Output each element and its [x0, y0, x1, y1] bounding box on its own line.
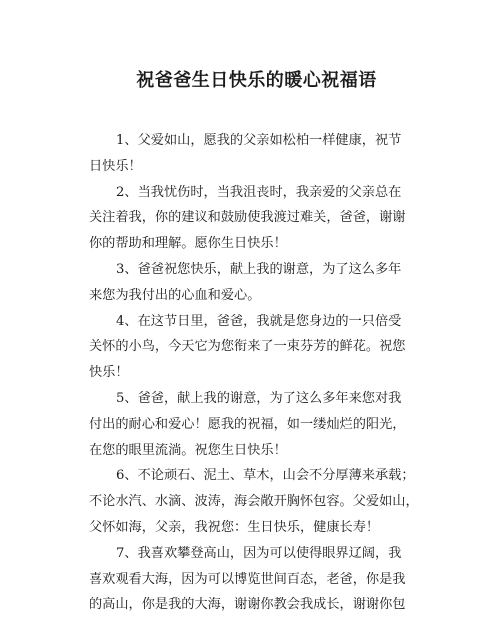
paragraph-line: 快乐！ — [89, 365, 129, 381]
paragraph-7 — [89, 541, 418, 618]
paragraph-3 — [89, 257, 418, 309]
paragraph-line: 关注着我，你的建议和鼓励使我渡过难关，爸爸，谢谢 — [89, 210, 406, 226]
document-body — [89, 128, 418, 618]
paragraph-line: 日快乐！ — [89, 158, 142, 174]
paragraph-line: 来您为我付出的心血和爱心。 — [89, 287, 261, 303]
paragraph-line: 2、当我忧伤时，当我沮丧时，我亲爱的父亲总在 — [116, 184, 402, 200]
paragraph-line: 关怀的小鸟，今天它为您衔来了一束芬芳的鲜花。祝您 — [89, 339, 406, 355]
paragraph-6 — [89, 463, 418, 540]
paragraph-line: 4、在这节日里，爸爸，我就是您身边的一只倍受 — [116, 313, 402, 329]
paragraph-line: 你的帮助和理解。愿你生日快乐！ — [89, 236, 287, 252]
document-title: 祝爸爸生日快乐的暖心祝福语 — [136, 70, 377, 91]
paragraph-line: 父怀如海，父亲，我祝您：生日快乐，健康长寿！ — [89, 519, 380, 535]
paragraph-2 — [89, 180, 418, 257]
paragraph-line: 6、不论顽石、泥土、草木，山会不分厚薄来承载； — [116, 468, 415, 484]
paragraph-line: 的高山，你是我的大海，谢谢你教会我成长，谢谢你包 — [89, 597, 406, 613]
paragraph-5 — [89, 386, 418, 463]
paragraph-line: 喜欢观看大海，因为可以博览世间百态，老爸，你是我 — [89, 571, 406, 587]
paragraph-line: 3、爸爸祝您快乐，献上我的谢意，为了这么多年 — [116, 261, 402, 277]
paragraph-line: 在您的眼里流淌。祝您生日快乐！ — [89, 442, 287, 458]
paragraph-line: 7、我喜欢攀登高山，因为可以使得眼界辽阔，我 — [116, 545, 402, 561]
paragraph-1 — [89, 128, 418, 180]
paragraph-4 — [89, 309, 418, 386]
paragraph-line: 付出的耐心和爱心！愿我的祝福，如一缕灿烂的阳光， — [89, 416, 406, 432]
paragraph-line: 1、父爱如山，愿我的父亲如松柏一样健康，祝节 — [116, 133, 402, 148]
paragraph-line: 不论水汽、水滴、波涛，海会敞开胸怀包容。父爱如山， — [89, 494, 419, 510]
paragraph-line: 5、爸爸，献上我的谢意，为了这么多年来您对我 — [116, 390, 402, 406]
